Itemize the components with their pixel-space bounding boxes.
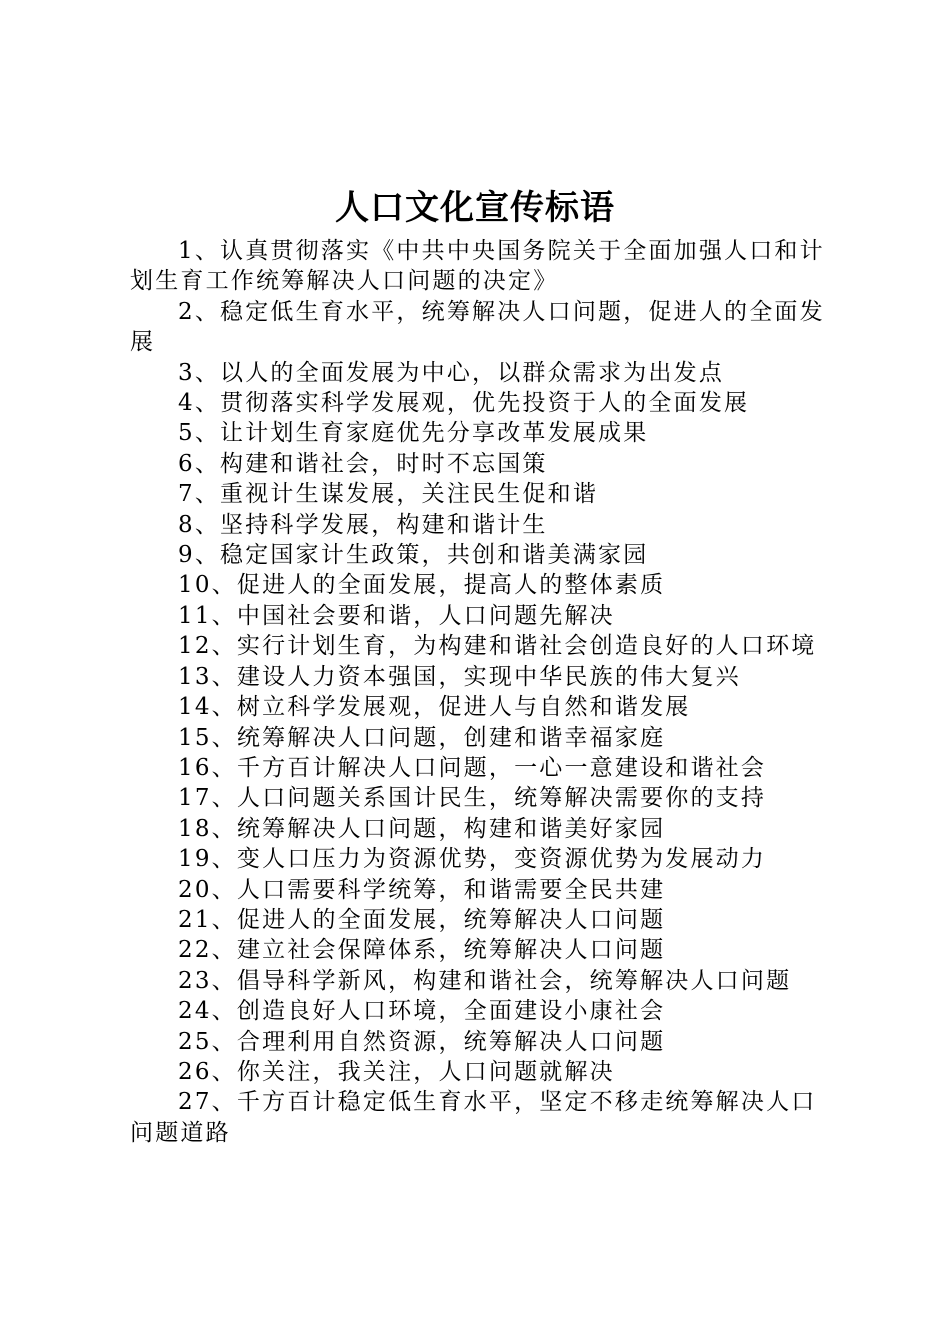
slogan-item: 11、中国社会要和谐，人口问题先解决 bbox=[178, 602, 615, 629]
slogan-item: 5、让计划生育家庭优先分享改革发展成果 bbox=[178, 420, 649, 447]
document-title: 人口文化宣传标语 bbox=[335, 188, 615, 228]
slogan-item: 20、人口需要科学统筹，和谐需要全民共建 bbox=[178, 876, 666, 903]
slogan-item: 15、统筹解决人口问题，创建和谐幸福家庭 bbox=[178, 724, 666, 751]
slogan-item: 13、建设人力资本强国，实现中华民族的伟大复兴 bbox=[178, 663, 741, 690]
slogan-item: 14、树立科学发展观，促进人与自然和谐发展 bbox=[178, 694, 691, 721]
slogan-item: 12、实行计划生育，为构建和谐社会创造良好的人口环境 bbox=[178, 633, 817, 660]
slogan-item: 27、千方百计稳定低生育水平，坚定不移走统筹解决人口问题道路 bbox=[130, 1089, 817, 1146]
slogan-item: 19、变人口压力为资源优势，变资源优势为发展动力 bbox=[178, 846, 767, 873]
slogan-item: 3、以人的全面发展为中心，以群众需求为出发点 bbox=[178, 359, 725, 386]
slogan-item: 4、贯彻落实科学发展观，优先投资于人的全面发展 bbox=[178, 390, 750, 417]
slogan-item: 2、稳定低生育水平，统筹解决人口问题，促进人的全面发展 bbox=[130, 298, 825, 356]
slogan-item: 25、合理利用自然资源，统筹解决人口问题 bbox=[178, 1028, 666, 1055]
slogan-item: 16、千方百计解决人口问题，一心一意建设和谐社会 bbox=[178, 754, 767, 781]
slogan-item: 22、建立社会保障体系，统筹解决人口问题 bbox=[178, 937, 666, 964]
slogan-item: 1、认真贯彻落实《中共中央国务院关于全面加强人口和计划生育工作统筹解决人口问题的决定》 bbox=[130, 238, 825, 295]
slogan-item: 8、坚持科学发展，构建和谐计生 bbox=[178, 511, 548, 538]
slogan-item: 23、倡导科学新风，构建和谐社会，统筹解决人口问题 bbox=[178, 967, 792, 994]
slogan-item: 6、构建和谐社会，时时不忘国策 bbox=[178, 450, 548, 477]
slogan-item: 7、重视计生谋发展，关注民生促和谐 bbox=[178, 481, 599, 508]
slogan-item: 21、促进人的全面发展，统筹解决人口问题 bbox=[178, 906, 666, 933]
slogan-item: 17、人口问题关系国计民生，统筹解决需要你的支持 bbox=[178, 785, 767, 812]
slogan-item: 10、促进人的全面发展，提高人的整体素质 bbox=[178, 572, 666, 599]
slogan-list bbox=[130, 236, 834, 1148]
slogan-item: 24、创造良好人口环境，全面建设小康社会 bbox=[178, 998, 666, 1025]
slogan-item: 18、统筹解决人口问题，构建和谐美好家园 bbox=[178, 815, 666, 842]
slogan-item: 9、稳定国家计生政策，共创和谐美满家园 bbox=[178, 542, 649, 569]
slogan-item: 26、你关注，我关注，人口问题就解决 bbox=[178, 1058, 615, 1085]
